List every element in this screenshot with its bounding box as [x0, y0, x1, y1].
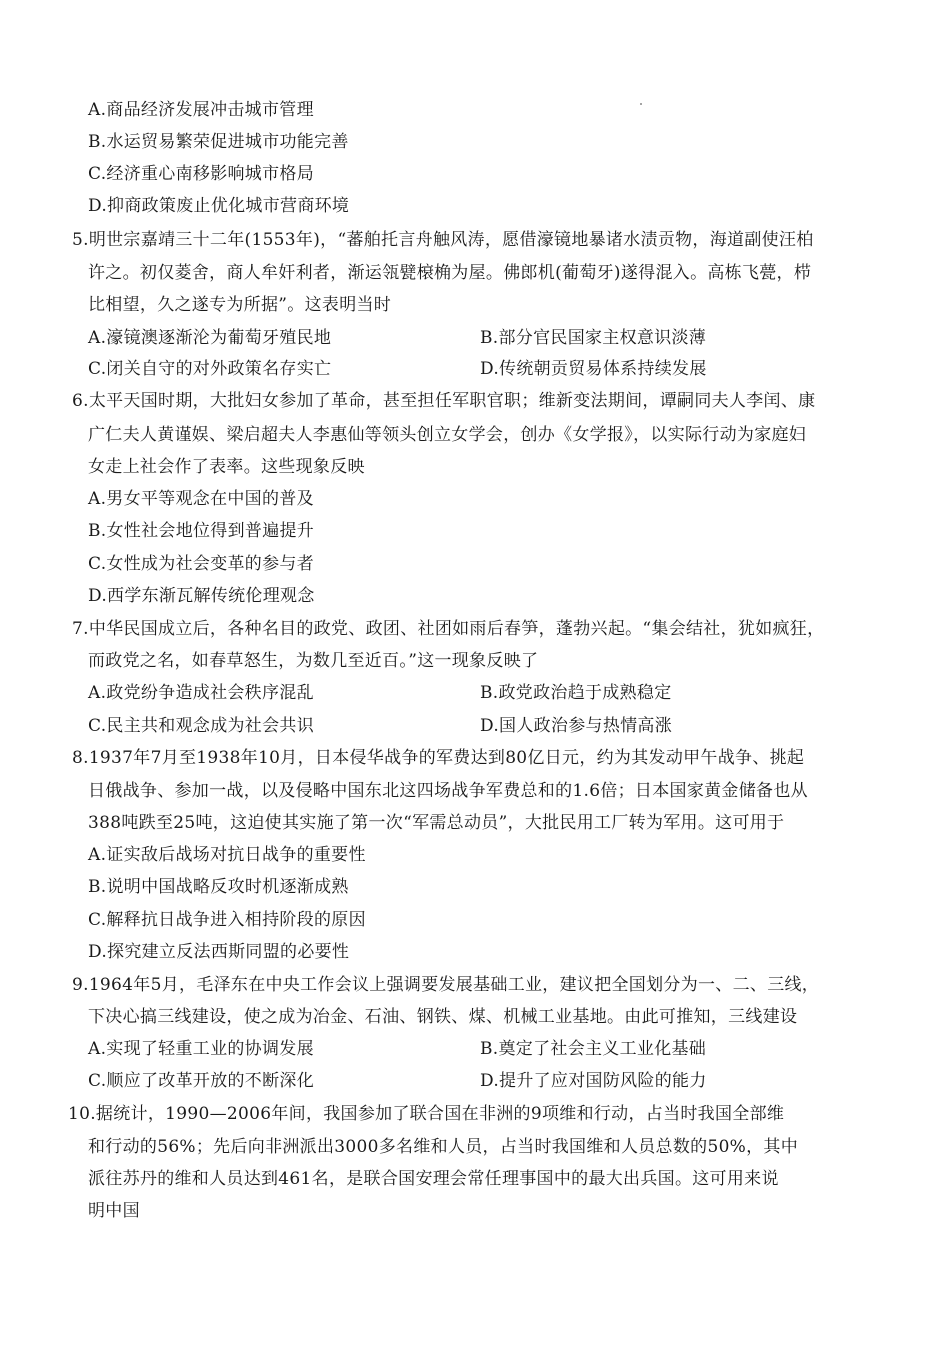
question-7-stem: 而政党之名，如春草怒生，为数几至近百。”这一现象反映了 — [88, 651, 539, 671]
question-7-option-d: D.国人政治参与热情高涨 — [480, 716, 673, 736]
question-9-option-b: B.奠定了社会主义工业化基础 — [480, 1039, 707, 1059]
question-8-option-d: D.探究建立反法西斯同盟的必要性 — [88, 942, 350, 962]
question-8-option-b: B.说明中国战略反攻时机逐渐成熟 — [88, 877, 349, 897]
question-6-option-a: A.男女平等观念在中国的普及 — [88, 489, 314, 509]
question-8-option-a: A.证实敌后战场对抗日战争的重要性 — [88, 845, 366, 865]
question-10-stem: 和行动的56%；先后向非洲派出3000多名维和人员，占当时我国维和人员总数的50%，其中 — [88, 1137, 799, 1157]
question-6-stem: 广仁夫人黄谨娱、梁启超夫人李惠仙等领头创立女学会，创办《女学报》，以实际行动为家庭妇 — [88, 425, 807, 445]
question-6-option-b: B.女性社会地位得到普遍提升 — [88, 521, 315, 541]
question-5-option-d: D.传统朝贡贸易体系持续发展 — [480, 359, 707, 379]
question-8-option-c: C.解释抗日战争进入相持阶段的原因 — [88, 910, 366, 930]
question-7-stem: 7.中华民国成立后，各种名目的政党、政团、社团如雨后春笋，蓬勃兴起。“集会结社，犹如疯狂， — [72, 619, 825, 639]
scan-speck — [640, 103, 642, 105]
question-6-option-c: C.女性成为社会变革的参与者 — [88, 554, 315, 574]
question-8-stem: 388吨跌至25吨，这迫使其实施了第一次“军需总动员”，大批民用工厂转为军用。这可用于 — [88, 813, 785, 833]
question-5-option-c: C.闭关自守的对外政策名存实亡 — [88, 359, 332, 379]
question-5-stem: 许之。初仅菱舍，商人牟奸利者，渐运瓴甓榱桷为屋。佛郎机(葡萄牙)遂得混入。高栋飞甍，栉 — [88, 263, 812, 283]
question-5-option-b: B.部分官民国家主权意识淡薄 — [480, 328, 707, 348]
question-7-option-c: C.民主共和观念成为社会共识 — [88, 716, 315, 736]
question-10-stem: 派往苏丹的维和人员达到461名，是联合国安理会常任理事国中的最大出兵国。这可用来说 — [88, 1169, 779, 1189]
question-6-stem: 女走上社会作了表率。这些现象反映 — [88, 457, 365, 477]
question-9-stem: 9.1964年5月，毛泽东在中央工作会议上强调要发展基础工业，建议把全国划分为一、二、三线， — [72, 975, 820, 995]
option-c: C.经济重心南移影响城市格局 — [88, 164, 315, 184]
question-8-stem: 日俄战争、参加一战，以及侵略中国东北这四场战争军费总和的1.6倍；日本国家黄金储备也从 — [88, 781, 808, 801]
question-9-option-d: D.提升了应对国防风险的能力 — [480, 1071, 707, 1091]
question-5-stem: 比相望，久之遂专为所据”。这表明当时 — [88, 295, 392, 315]
question-10-stem: 明中国 — [88, 1201, 140, 1221]
option-d: D.抑商政策废止优化城市营商环境 — [88, 196, 350, 216]
option-b: B.水运贸易繁荣促进城市功能完善 — [88, 132, 349, 152]
question-5-stem: 5.明世宗嘉靖三十二年(1553年)，“蕃舶托言舟触风涛，愿借濠镜地暴诸水渍贡物，海道副使汪柏 — [72, 230, 814, 250]
question-7-option-b: B.政党政治趋于成熟稳定 — [480, 683, 672, 703]
question-9-option-c: C.顺应了改革开放的不断深化 — [88, 1071, 315, 1091]
question-6-stem: 6.太平天国时期，大批妇女参加了革命，甚至担任军职官职；维新变法期间，谭嗣同夫人李闰、康 — [72, 391, 816, 411]
question-9-stem: 下决心搞三线建设，使之成为冶金、石油、钢铁、煤、机械工业基地。由此可推知，三线建设 — [88, 1007, 798, 1027]
question-8-stem: 8.1937年7月至1938年10月，日本侵华战争的军费达到80亿日元，约为其发动甲午战争、挑起 — [72, 748, 805, 768]
question-5-option-a: A.濠镜澳逐渐沦为葡萄牙殖民地 — [88, 328, 332, 348]
option-a: A.商品经济发展冲击城市管理 — [88, 100, 314, 120]
question-9-option-a: A.实现了轻重工业的协调发展 — [88, 1039, 314, 1059]
question-6-option-d: D.西学东渐瓦解传统伦理观念 — [88, 586, 315, 606]
question-10-stem: 10.据统计，1990—2006年间，我国参加了联合国在非洲的9项维和行动，占当时我国全部维 — [68, 1104, 785, 1124]
question-7-option-a: A.政党纷争造成社会秩序混乱 — [88, 683, 314, 703]
